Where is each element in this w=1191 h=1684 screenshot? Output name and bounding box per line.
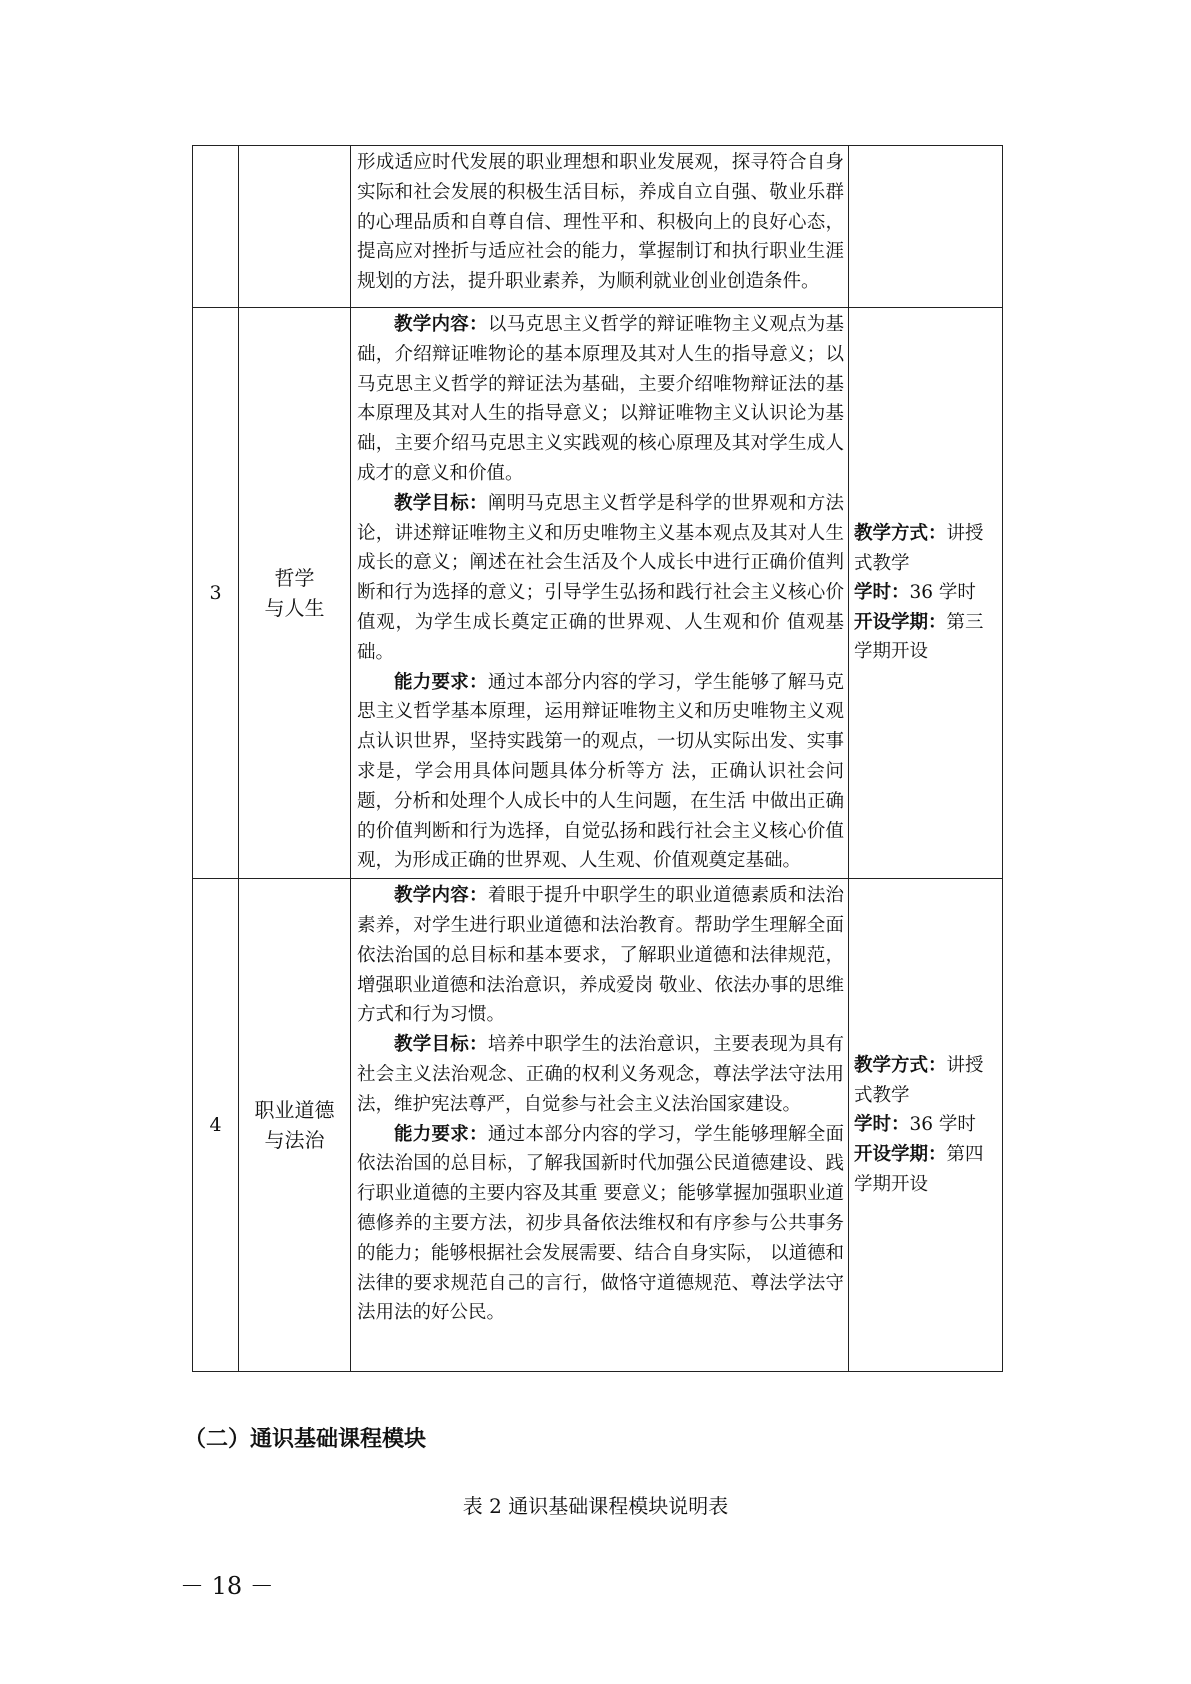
page-number: － 18 － bbox=[180, 1572, 274, 1600]
description-paragraph bbox=[357, 1030, 844, 1119]
method-value: 讲授式教学 bbox=[854, 1055, 984, 1106]
course-name bbox=[239, 879, 351, 1372]
paragraph-heading: 能力要求： bbox=[394, 671, 488, 693]
course-method bbox=[849, 879, 1003, 1372]
course-name-line: 职业道德 bbox=[254, 1098, 335, 1123]
course-number: 3 bbox=[193, 308, 239, 879]
method-label: 教学方式： bbox=[854, 523, 947, 545]
method-value: 第三学期开设 bbox=[854, 611, 984, 663]
description-paragraph bbox=[357, 489, 844, 668]
description-paragraph bbox=[357, 1120, 844, 1329]
description-paragraph bbox=[357, 668, 844, 877]
method-item bbox=[854, 608, 998, 667]
method-label: 开设学期： bbox=[854, 611, 947, 633]
course-name bbox=[239, 308, 351, 879]
course-name-line: 与法治 bbox=[264, 1128, 325, 1153]
method-value: 36 学时 bbox=[909, 582, 976, 604]
method-label: 学时： bbox=[854, 1114, 910, 1136]
course-number bbox=[193, 146, 239, 308]
description-paragraph bbox=[357, 148, 844, 297]
course-method bbox=[849, 308, 1003, 879]
course-name bbox=[239, 146, 351, 308]
method-label: 学时： bbox=[854, 582, 910, 604]
paragraph-text: 通过本部分内容的学习，学生能够理解全面依法治国的总目标，了解我国新时代加强公民道德建设、践行职业道德的主要内容及其重 要意义；能够掌握加强职业道德修养的主要方法，初步具备依法维权和有序参与公共事务的能力；能够根据社会发展需要、结合自身实际， 以道德和法律的要求规范自己的言行，做恪守道德规范、尊法学法守法用法的好公民。 bbox=[357, 1123, 844, 1324]
method-label: 教学方式： bbox=[854, 1055, 947, 1077]
course-name-line: 哲学 bbox=[274, 566, 315, 591]
course-name-line: 与人生 bbox=[264, 596, 325, 621]
course-method bbox=[849, 146, 1003, 308]
method-value: 讲授式教学 bbox=[854, 523, 984, 574]
paragraph-text: 以马克思主义哲学的辩证唯物主义观点为基础，介绍辩证唯物论的基本原理及其对人生的指导意义；以马克思主义哲学的辩证法为基础，主要介绍唯物辩证法的基本原理及其对人生的指导意义；以辩证唯物主义认识论为基础，主要介绍马克思主义实践观的核心原理及其对学生成人成才的意义和价值。 bbox=[357, 314, 844, 484]
paragraph-heading: 教学目标： bbox=[394, 492, 488, 514]
method-item bbox=[854, 1051, 998, 1110]
description-paragraph bbox=[357, 881, 844, 1030]
method-value: 36 学时 bbox=[909, 1114, 976, 1136]
table-row bbox=[193, 879, 1003, 1372]
paragraph-heading: 教学内容： bbox=[394, 885, 488, 907]
course-description bbox=[351, 146, 849, 308]
table-row bbox=[193, 146, 1003, 308]
paragraph-heading: 教学内容： bbox=[394, 314, 488, 335]
paragraph-text: 培养中职学生的法治意识，主要表现为具有社会主义法治观念、正确的权利义务观念，尊法学法守法用法，维护宪法尊严，自觉参与社会主义法治国家建设。 bbox=[357, 1034, 844, 1115]
paragraph-text: 着眼于提升中职学生的职业道德素质和法治素养，对学生进行职业道德和法治教育。帮助学生理解全面依法治国的总目标和基本要求，了解职业道德和法律规范，增强职业道德和法治意识，养成爱岗 敬业、依法办事的思维方式和行为习惯。 bbox=[357, 885, 844, 1026]
course-description bbox=[351, 879, 849, 1372]
paragraph-text: 通过本部分内容的学习，学生能够了解马克思主义哲学基本原理，运用辩证唯物主义和历史唯物主义观点认识世界，坚持实践第一的观点，一切从实际出发、实事求是，学会用具体问题具体分析等方 法，正确认识社会问题，分析和处理个人成长中的人生问题，在生活 中做出正确的价值判断和行为选择，自觉弘扬和践行社会主义核心价值观，为形成正确的世界观、人生观、价值观奠定基础。 bbox=[357, 671, 844, 872]
section-heading: （二）通识基础课程模块 bbox=[184, 1427, 427, 1452]
method-label: 开设学期： bbox=[854, 1143, 947, 1165]
method-item bbox=[854, 1110, 998, 1140]
course-table bbox=[192, 145, 1003, 1372]
course-number: 4 bbox=[193, 879, 239, 1372]
course-description bbox=[351, 308, 849, 879]
method-item bbox=[854, 1140, 998, 1199]
paragraph-heading: 教学目标： bbox=[394, 1034, 488, 1056]
method-item bbox=[854, 519, 998, 578]
paragraph-text: 形成适应时代发展的职业理想和职业发展观，探寻符合自身实际和社会发展的积极生活目标，养成自立自强、敬业乐群的心理品质和自尊自信、理性平和、积极向上的良好心态，提高应对挫折与适应社会的能力，掌握制订和执行职业生涯规划的方法，提升职业素养，为顺利就业创业创造条件。 bbox=[357, 152, 844, 293]
table-caption: 表 2 通识基础课程模块说明表 bbox=[462, 1494, 729, 1518]
paragraph-text: 阐明马克思主义哲学是科学的世界观和方法论，讲述辩证唯物主义和历史唯物主义基本观点及其对人生成长的意义；阐述在社会生活及个人成长中进行正确价值判断和行为选择的意义；引导学生弘扬和践行社会主义核心价值观，为学生成长奠定正确的世界观、人生观和价 值观基础。 bbox=[357, 492, 844, 663]
method-value: 第四学期开设 bbox=[854, 1143, 984, 1195]
table-row bbox=[193, 308, 1003, 879]
method-item bbox=[854, 578, 998, 608]
paragraph-heading: 能力要求： bbox=[394, 1123, 488, 1145]
description-paragraph bbox=[357, 310, 844, 489]
